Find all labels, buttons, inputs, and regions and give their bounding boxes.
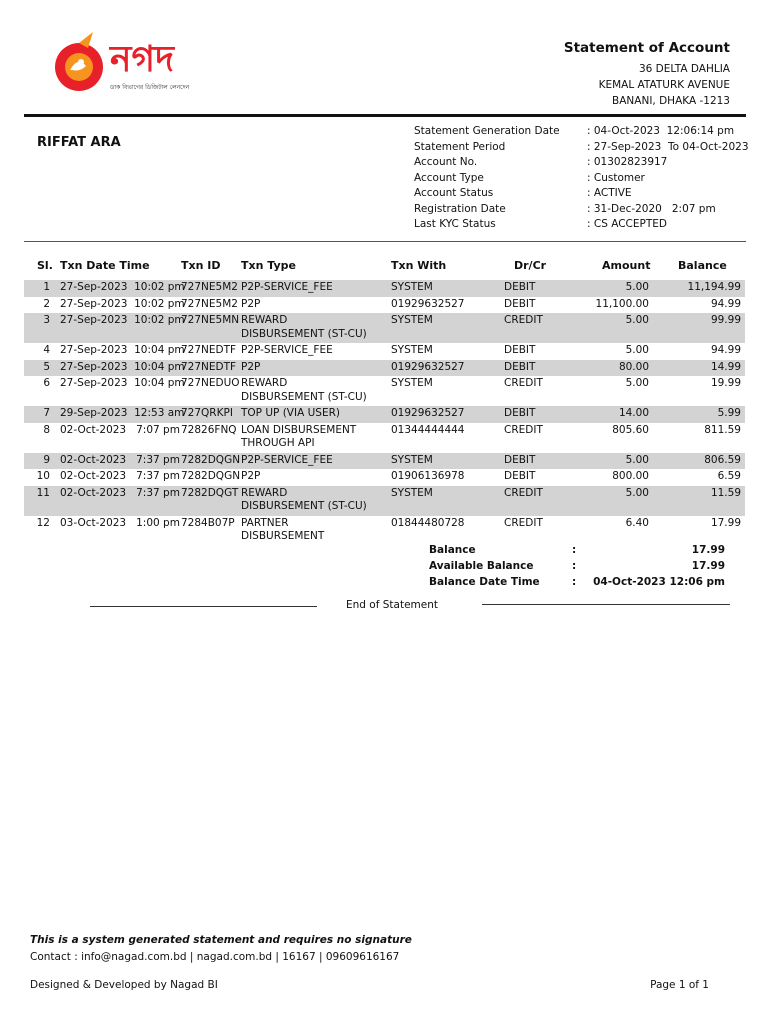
cell-dr-cr: DEBIT — [504, 470, 536, 482]
table-row — [24, 423, 745, 453]
info-value-account-type: : Customer — [587, 172, 645, 184]
cell-date-time: 27-Sep-2023 10:02 pm — [60, 281, 185, 293]
cell-txn-type-line: THROUGH API — [241, 437, 315, 449]
cell-dr-cr: DEBIT — [504, 453, 536, 466]
cell-txn-type-line: PARTNER — [241, 516, 289, 529]
cell-amount: 80.00 — [618, 360, 649, 373]
summary-colon-balance: : — [572, 544, 577, 556]
cell-amount: 5.00 — [625, 453, 649, 466]
col-header-sl: Sl. — [37, 259, 53, 272]
cell-date-time: 02-Oct-2023 7:37 pm — [60, 470, 180, 482]
cell-date-time: 03-Oct-2023 1:00 pm — [60, 516, 180, 529]
cell-dr-cr: CREDIT — [504, 516, 543, 529]
cell-dr-cr: DEBIT — [504, 297, 536, 310]
cell-txn-type-line: P2P-SERVICE_FEE — [241, 453, 333, 466]
cell-dr-cr: CREDIT — [504, 423, 543, 436]
info-label-statement-period: Statement Period — [414, 141, 506, 153]
cell-date-time: 27-Sep-2023 10:04 pm — [60, 377, 185, 389]
info-label-generation-date: Statement Generation Date — [414, 125, 560, 137]
cell-sl: 2 — [43, 297, 50, 310]
col-header-dr-cr: Dr/Cr — [514, 259, 547, 272]
cell-txn-with: SYSTEM — [391, 486, 433, 499]
cell-dr-cr: CREDIT — [504, 377, 543, 389]
brand-wordmark: নগদ — [110, 39, 174, 80]
cell-sl: 8 — [43, 423, 50, 436]
cell-sl: 6 — [43, 377, 50, 389]
cell-txn-id: 7282DQGN — [181, 453, 241, 466]
cell-sl: 5 — [43, 360, 50, 373]
customer-name: RIFFAT ARA — [37, 135, 121, 150]
cell-txn-type — [241, 454, 333, 468]
cell-amount: 14.00 — [618, 407, 649, 419]
cell-amount: 800.00 — [612, 470, 649, 482]
cell-amount: 805.60 — [612, 423, 649, 436]
cell-txn-type-line: TOP UP (VIA USER) — [241, 407, 340, 419]
cell-txn-type-line: P2P — [241, 360, 261, 373]
cell-date-time: 27-Sep-2023 10:02 pm — [60, 314, 185, 326]
cell-date-time: 27-Sep-2023 10:04 pm — [60, 344, 185, 356]
cell-txn-type — [241, 470, 260, 484]
cell-amount: 5.00 — [625, 281, 649, 293]
info-label-account-status: Account Status — [414, 187, 494, 199]
summary-value-balance-date-time: 04-Oct-2023 12:06 pm — [593, 576, 725, 588]
cell-txn-id: 727QRKPI — [181, 407, 233, 419]
cell-txn-with: SYSTEM — [391, 453, 433, 466]
header-divider — [24, 114, 746, 117]
cell-txn-type — [241, 281, 333, 295]
info-label-account-type: Account Type — [414, 172, 484, 184]
cell-dr-cr: DEBIT — [504, 344, 536, 356]
end-of-statement: End of Statement — [346, 599, 439, 611]
col-header-amount: Amount — [602, 259, 651, 272]
cell-balance: 811.59 — [704, 423, 741, 436]
end-line-right — [482, 604, 730, 605]
brand-tagline: ডাক বিভাগের ডিজিটাল লেনদেন — [110, 84, 190, 91]
cell-txn-type — [241, 424, 356, 451]
end-line-left — [90, 606, 317, 607]
cell-txn-type-line: P2P-SERVICE_FEE — [241, 281, 333, 293]
cell-txn-id: 7284B07P — [181, 516, 235, 529]
info-value-kyc-status: : CS ACCEPTED — [587, 218, 667, 230]
cell-balance: 11,194.99 — [687, 281, 741, 293]
cell-txn-type-line: DISBURSEMENT (ST-CU) — [241, 390, 367, 403]
table-row — [24, 516, 745, 546]
col-header-date-time: Txn Date Time — [60, 259, 150, 272]
cell-balance: 5.99 — [717, 407, 741, 419]
cell-txn-type-line: P2P — [241, 297, 261, 310]
info-label-account-no: Account No. — [414, 156, 478, 168]
info-value-statement-period: : 27-Sep-2023 To 04-Oct-2023 — [587, 141, 749, 153]
cell-txn-with: 01344444444 — [391, 423, 465, 436]
cell-dr-cr: CREDIT — [504, 314, 543, 326]
table-row — [24, 343, 745, 360]
table-row — [24, 376, 745, 406]
nagad-logo — [48, 30, 208, 100]
info-value-generation-date: : 04-Oct-2023 12:06:14 pm — [587, 125, 735, 137]
table-row — [24, 313, 745, 343]
cell-amount: 11,100.00 — [595, 297, 649, 310]
cell-txn-type-line: DISBURSEMENT (ST-CU) — [241, 327, 367, 340]
cell-date-time: 27-Sep-2023 10:02 pm — [60, 297, 185, 310]
table-row — [24, 406, 745, 423]
cell-txn-with: 01929632527 — [391, 297, 465, 310]
cell-txn-type — [241, 361, 260, 375]
cell-txn-id: 727NE5M2 — [181, 297, 238, 310]
col-header-txn-type: Txn Type — [241, 259, 296, 272]
cell-amount: 6.40 — [625, 516, 649, 529]
cell-txn-with: 01929632527 — [391, 360, 465, 373]
cell-sl: 9 — [43, 453, 50, 466]
cell-txn-type — [241, 344, 333, 358]
cell-sl: 1 — [43, 281, 50, 293]
cell-date-time: 02-Oct-2023 7:37 pm — [60, 486, 180, 499]
summary-value-balance: 17.99 — [691, 544, 725, 556]
summary-label-balance: Balance — [429, 544, 476, 556]
cell-txn-id: 727NEDUO — [181, 377, 240, 389]
summary-value-available-balance: 17.99 — [691, 560, 725, 572]
table-row — [24, 280, 745, 297]
cell-balance: 17.99 — [710, 516, 741, 529]
cell-txn-id: 727NE5M2 — [181, 281, 238, 293]
cell-sl: 11 — [36, 486, 50, 499]
cell-txn-type-line: REWARD — [241, 377, 288, 389]
info-value-account-status: : ACTIVE — [587, 187, 632, 199]
cell-txn-with: SYSTEM — [391, 281, 433, 293]
cell-balance: 806.59 — [704, 453, 741, 466]
cell-date-time: 29-Sep-2023 12:53 am — [60, 407, 185, 419]
contact-line: Contact : info@nagad.com.bd | nagad.com.bd | 16167 | 09609616167 — [30, 951, 400, 963]
cell-amount: 5.00 — [625, 314, 649, 326]
summary-colon-balance-date-time: : — [572, 576, 577, 588]
table-row — [24, 297, 745, 314]
summary-label-available-balance: Available Balance — [429, 560, 534, 572]
col-header-txn-id: Txn ID — [181, 259, 221, 272]
table-row — [24, 453, 745, 470]
cell-txn-with: 01929632527 — [391, 407, 465, 419]
cell-txn-type-line: DISBURSEMENT (ST-CU) — [241, 500, 367, 512]
cell-txn-id: 727NEDTF — [181, 360, 237, 373]
cell-txn-type — [241, 517, 324, 544]
cell-txn-with: SYSTEM — [391, 314, 433, 326]
cell-dr-cr: DEBIT — [504, 360, 536, 373]
cell-sl: 7 — [43, 407, 50, 419]
cell-sl: 10 — [36, 470, 50, 482]
cell-txn-type — [241, 487, 367, 514]
cell-balance: 94.99 — [710, 297, 741, 310]
summary-colon-available-balance: : — [572, 560, 577, 572]
page-number: Page 1 of 1 — [650, 979, 709, 991]
cell-date-time: 27-Sep-2023 10:04 pm — [60, 360, 185, 373]
table-row — [24, 486, 745, 516]
cell-txn-type — [241, 407, 340, 421]
cell-txn-id: 727NE5MN — [181, 314, 240, 326]
cell-balance: 19.99 — [710, 377, 741, 389]
summary-label-balance-date-time: Balance Date Time — [429, 576, 540, 588]
cell-txn-type-line: P2P — [241, 470, 261, 482]
cell-dr-cr: DEBIT — [504, 281, 536, 293]
cell-amount: 5.00 — [625, 377, 649, 389]
info-label-registration-date: Registration Date — [414, 203, 506, 215]
col-header-txn-with: Txn With — [391, 259, 447, 272]
cell-sl: 3 — [43, 314, 50, 326]
cell-balance: 11.59 — [710, 486, 741, 499]
table-row — [24, 469, 745, 486]
cell-balance: 14.99 — [710, 360, 741, 373]
designed-by: Designed & Developed by Nagad BI — [30, 979, 218, 991]
cell-txn-with: SYSTEM — [391, 344, 433, 356]
info-value-account-no: : 01302823917 — [587, 156, 668, 168]
cell-txn-type — [241, 377, 367, 404]
info-value-registration-date: : 31-Dec-2020 2:07 pm — [587, 203, 716, 215]
cell-txn-type-line: REWARD — [241, 314, 288, 326]
table-row — [24, 360, 745, 377]
cell-balance: 6.59 — [717, 470, 741, 482]
cell-txn-id: 72826FNQ — [181, 423, 237, 436]
cell-date-time: 02-Oct-2023 7:07 pm — [60, 423, 180, 436]
address-line-3: BANANI, DHAKA -1213 — [612, 95, 730, 107]
cell-date-time: 02-Oct-2023 7:37 pm — [60, 453, 180, 466]
cell-txn-type-line: P2P-SERVICE_FEE — [241, 344, 333, 356]
cell-sl: 12 — [36, 516, 50, 529]
cell-txn-id: 7282DQGN — [181, 470, 241, 482]
cell-txn-type — [241, 298, 260, 312]
cell-dr-cr: DEBIT — [504, 407, 536, 419]
cell-txn-id: 727NEDTF — [181, 344, 237, 356]
cell-sl: 4 — [43, 344, 50, 356]
col-header-balance: Balance — [678, 259, 727, 272]
system-generated-note: This is a system generated statement and requires no signature — [30, 934, 412, 946]
cell-txn-with: 01906136978 — [391, 470, 465, 482]
cell-balance: 99.99 — [710, 314, 741, 326]
cell-txn-with: 01844480728 — [391, 516, 465, 529]
cell-txn-type-line: REWARD — [241, 486, 288, 499]
cell-txn-with: SYSTEM — [391, 377, 433, 389]
cell-txn-type-line: DISBURSEMENT — [241, 530, 325, 542]
info-label-kyc-status: Last KYC Status — [414, 218, 496, 230]
cell-amount: 5.00 — [625, 486, 649, 499]
cell-txn-type-line: LOAN DISBURSEMENT — [241, 423, 357, 436]
statement-title: Statement of Account — [563, 40, 730, 56]
address-line-2: KEMAL ATATURK AVENUE — [598, 79, 730, 91]
info-divider — [24, 241, 746, 242]
cell-amount: 5.00 — [625, 344, 649, 356]
cell-txn-id: 7282DQGT — [181, 486, 239, 499]
cell-balance: 94.99 — [710, 344, 741, 356]
cell-txn-type — [241, 314, 367, 341]
address-line-1: 36 DELTA DAHLIA — [638, 63, 730, 75]
cell-dr-cr: CREDIT — [504, 486, 543, 499]
